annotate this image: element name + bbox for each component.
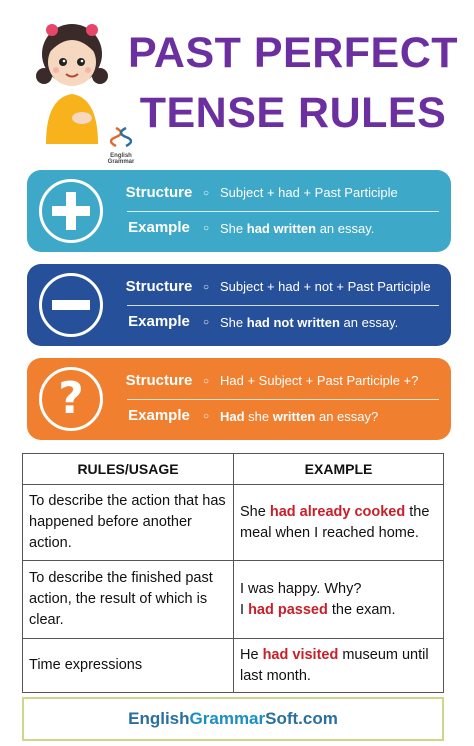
band-divider [127,399,439,400]
example-label: Example [128,407,190,424]
affirmative-band [27,170,451,252]
bullet-icon: ○ [203,376,210,387]
negative-band [27,264,451,346]
example-cell: She had already cooked the meal when I reached home. [234,485,444,561]
question-icon: ? [39,367,103,431]
structure-label: Structure [125,278,193,295]
example-text: She had written an essay. [220,221,375,236]
column-header: EXAMPLE [234,454,444,485]
column-header: RULES/USAGE [23,454,234,485]
footer-website-link[interactable]: EnglishGrammarSoft.com [22,697,444,741]
table-row [23,561,444,639]
example-label: Example [128,313,190,330]
table-row [23,639,444,693]
rules-table [22,453,444,693]
bullet-icon: ○ [203,411,210,422]
page-title-line-1: PAST PERFECT [127,29,459,77]
header [0,0,474,165]
rule-cell: Time expressions [23,639,234,693]
bullet-icon: ○ [203,188,210,199]
minus-icon [39,273,103,337]
example-text: She had not written an essay. [220,315,399,330]
example-cell: He had visited museum until last month. [234,639,444,693]
band-divider [127,211,439,212]
logo-caption: English Grammar [107,153,135,165]
plus-icon [39,179,103,243]
bullet-icon: ○ [203,317,210,328]
structure-text: Subject + had + not + Past Participle [220,279,431,294]
structure-text: Had + Subject + Past Participle +? [220,373,419,388]
example-label: Example [128,219,190,236]
page-title-line-2: TENSE RULES [139,89,447,137]
example-cell: I was happy. Why? I had passed the exam. [234,561,444,639]
rule-cell: To describe the action that has happened before another action. [23,485,234,561]
band-divider [127,305,439,306]
girl-illustration [30,14,114,144]
rule-cell: To describe the finished past action, the result of which is clear. [23,561,234,639]
structure-text: Subject + had + Past Participle [220,185,398,200]
question-band [27,358,451,440]
structure-label: Structure [125,184,193,201]
example-text: Had she written an essay? [220,409,379,424]
bullet-icon: ○ [203,223,210,234]
bullet-icon: ○ [203,282,210,293]
table-row [23,485,444,561]
structure-label: Structure [125,372,193,389]
table-header-row [23,454,444,485]
